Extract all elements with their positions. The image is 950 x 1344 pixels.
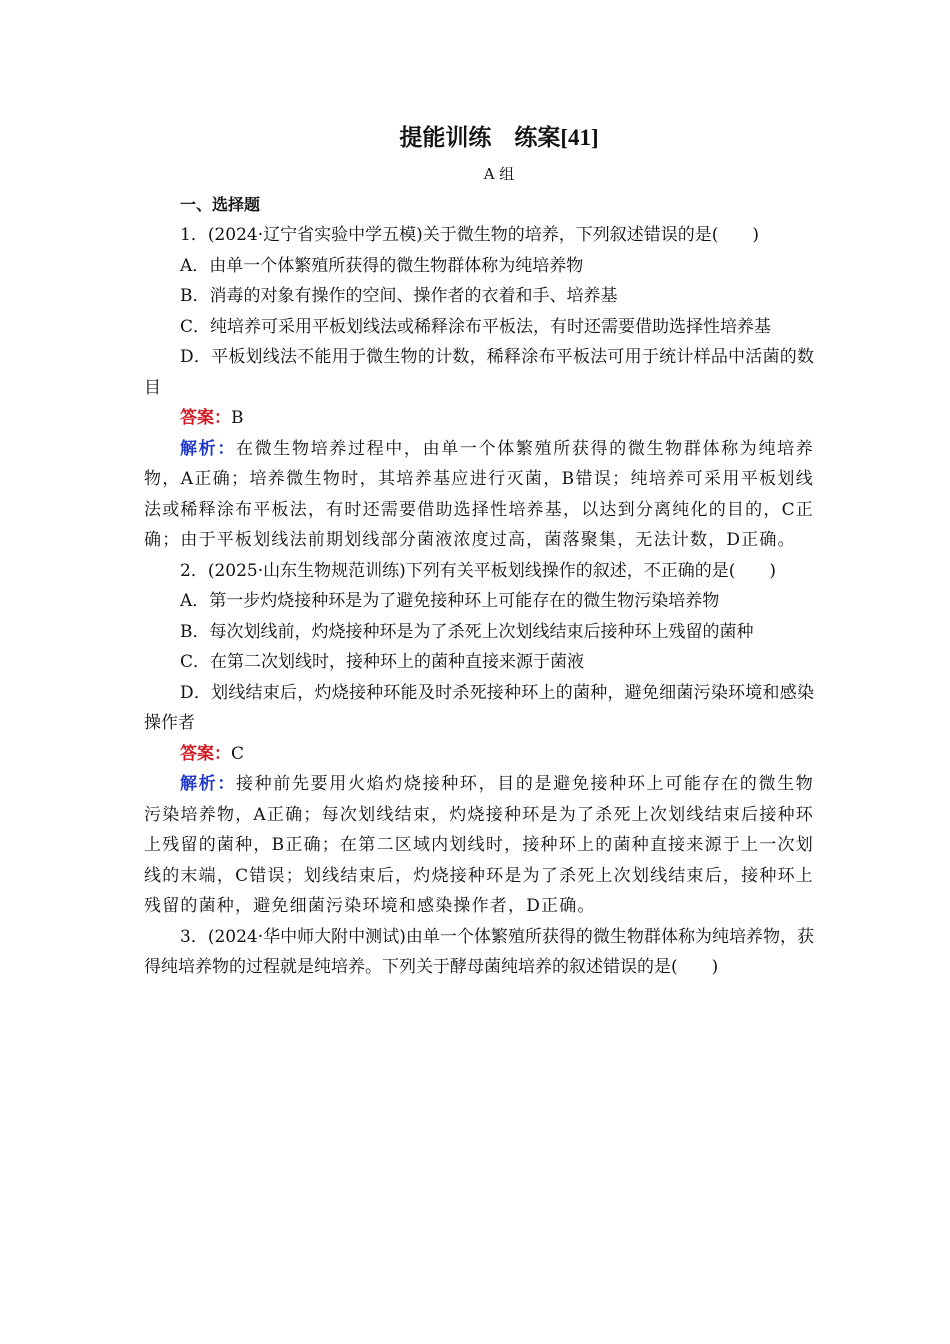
question-1	[144, 220, 814, 556]
answer-value: C	[231, 743, 245, 764]
option-b: B．消毒的对象有操作的空间、操作者的衣着和手、培养基	[180, 286, 618, 306]
option-a: A．由单一个体繁殖所获得的微生物群体称为纯培养物	[180, 255, 584, 276]
option-c: C．纯培养可采用平板划线法或稀释涂布平板法，有时还需要借助选择性培养基	[180, 316, 772, 337]
group-label: A 组	[483, 165, 515, 183]
option-c: C．在第二次划线时，接种环上的菌种直接来源于菌液	[180, 652, 585, 672]
answer-line	[144, 739, 814, 770]
option-b: B．每次划线前，灼烧接种环是为了杀死上次划线结束后接种环上残留的菌种	[180, 621, 754, 642]
analysis-paragraph	[144, 434, 814, 556]
question-stem: 3．(2024·华中师大附中测试)由单一个体繁殖所获得的微生物群体称为纯培养物，获得纯培养物的过程就是纯培养。下列关于酵母菌纯培养的叙述错误的是( )	[144, 926, 814, 977]
option-d: D．划线结束后，灼烧接种环能及时杀死接种环上的菌种，避免细菌污染环境和感染操作者	[144, 682, 814, 733]
question-2	[144, 556, 814, 922]
answer-label: 答案：	[180, 408, 231, 428]
answer-label: 答案：	[180, 743, 231, 764]
section-heading: 一、选择题	[180, 195, 261, 214]
page-title: 提能训练 练案[41]	[399, 125, 599, 150]
answer-line	[144, 403, 814, 434]
question-stem: 2．(2025·山东生物规范训练)下列有关平板划线操作的叙述，不正确的是( )	[180, 560, 777, 581]
answer-value: B	[231, 408, 244, 428]
analysis-label: 解析：	[180, 438, 236, 459]
option-a: A．第一步灼烧接种环是为了避免接种环上可能存在的微生物污染培养物	[180, 591, 720, 611]
analysis-label: 解析：	[180, 774, 236, 794]
document-body	[144, 116, 814, 983]
question-stem: 1．(2024·辽宁省实验中学五模)关于微生物的培养，下列叙述错误的是( )	[180, 225, 760, 245]
analysis-text: 接种前先要用火焰灼烧接种环，目的是避免接种环上可能存在的微生物污染培养物，A正确；每次划线结束，灼烧接种环是为了杀死上次划线结束后接种环上残留的菌种，B正确；在第二区域内划线时，接种环上的菌种直接来源于上一次划线的末端，C错误；划线结束后，灼烧接种环是为了杀死上次划线结束后，接种环上残留的菌种，避免细菌污染环境和感染操作者，D正确。	[144, 774, 814, 916]
analysis-text: 在微生物培养过程中，由单一个体繁殖所获得的微生物群体称为纯培养物，A正确；培养微生物时，其培养基应进行灭菌，B错误；纯培养可采用平板划线法或稀释涂布平板法，有时还需要借助选择性培养基，以达到分离纯化的目的，C正确；由于平板划线法前期划线部分菌液浓度过高，菌落聚集，无法计数，D正确。	[144, 438, 814, 550]
option-d: D．平板划线法不能用于微生物的计数，稀释涂布平板法可用于统计样品中活菌的数目	[144, 347, 814, 398]
question-3	[144, 922, 814, 983]
analysis-paragraph	[144, 769, 814, 922]
